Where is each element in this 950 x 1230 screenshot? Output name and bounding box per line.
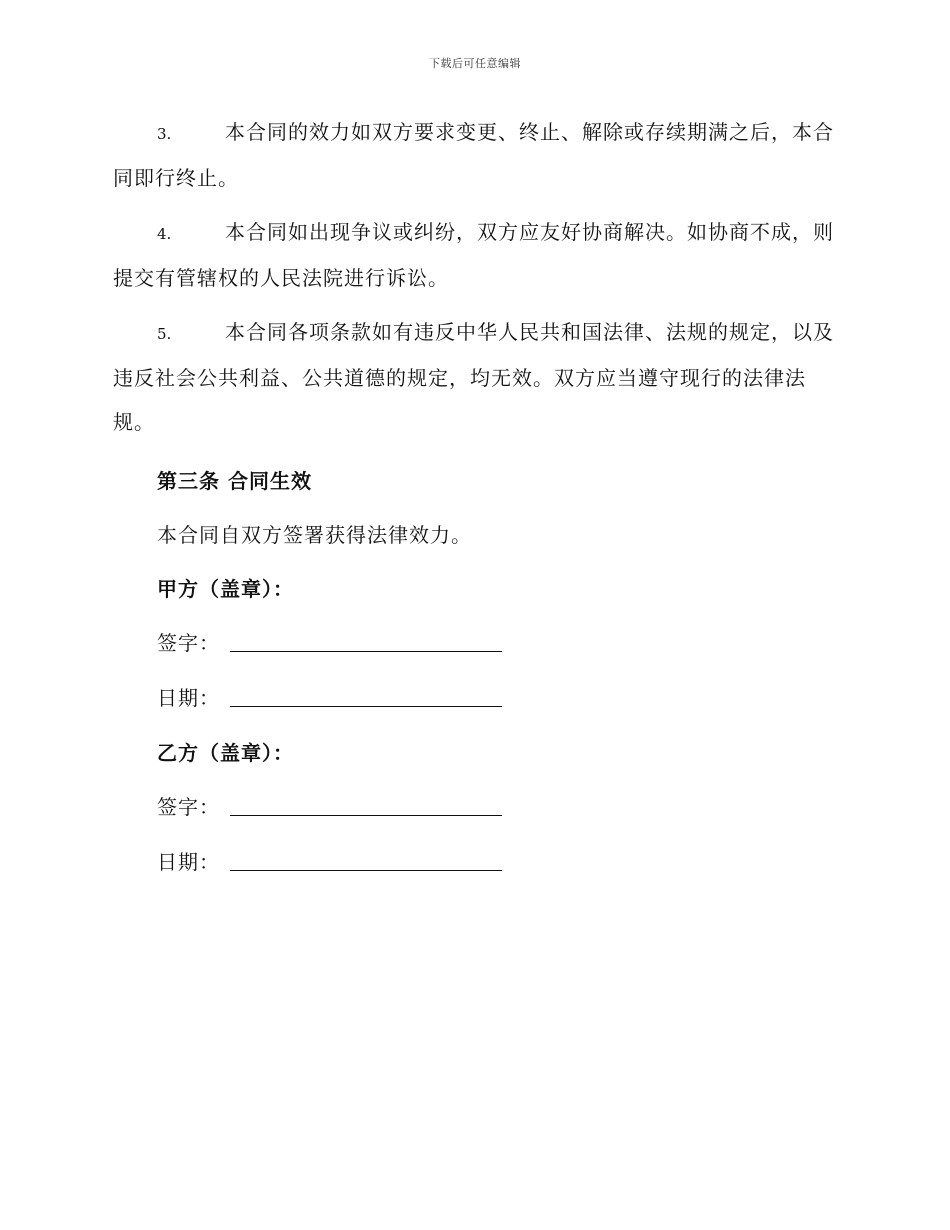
clause-text: 本合同如出现争议或纠纷，双方应友好协商解决。如协商不成，则提交有管辖权的人民法院进行诉讼。 [113, 220, 834, 290]
party-b-sign-label: 签字： [157, 795, 220, 819]
party-b-sign-row [157, 780, 835, 835]
clause-text: 本合同的效力如双方要求变更、终止、解除或存续期满之后，本合同即行终止。 [113, 120, 834, 190]
document-body [113, 110, 835, 890]
section-title: 第三条 合同生效 [157, 469, 312, 493]
clause-text: 本合同各项条款如有违反中华人民共和国法律、法规的规定，以及违反社会公共利益、公共道德的规定，均无效。双方应当遵守现行的法律法规。 [113, 320, 834, 434]
party-b-date-label: 日期： [157, 850, 220, 874]
section-body: 本合同自双方签署获得法律效力。 [157, 523, 472, 547]
clause-4 [113, 210, 835, 300]
party-a-date-label: 日期： [157, 686, 220, 710]
party-b-date-line [230, 868, 502, 871]
party-a-sign-line [230, 649, 502, 652]
clause-number: 3. [157, 125, 172, 143]
clause-5 [113, 310, 835, 444]
party-b-sign-line [230, 813, 502, 816]
party-a-date-row [157, 671, 835, 726]
clause-3 [113, 110, 835, 200]
page-header: 下载后可任意编辑 [429, 57, 521, 70]
clause-number: 4. [157, 225, 172, 243]
party-a-date-line [230, 704, 502, 707]
party-b-date-row [157, 835, 835, 890]
party-a-sign-row [157, 616, 835, 671]
party-b-title: 乙方（盖章）： [157, 741, 294, 765]
party-a-sign-label: 签字： [157, 631, 220, 655]
party-a-title: 甲方（盖章）： [157, 577, 294, 601]
clause-number: 5. [157, 325, 172, 343]
